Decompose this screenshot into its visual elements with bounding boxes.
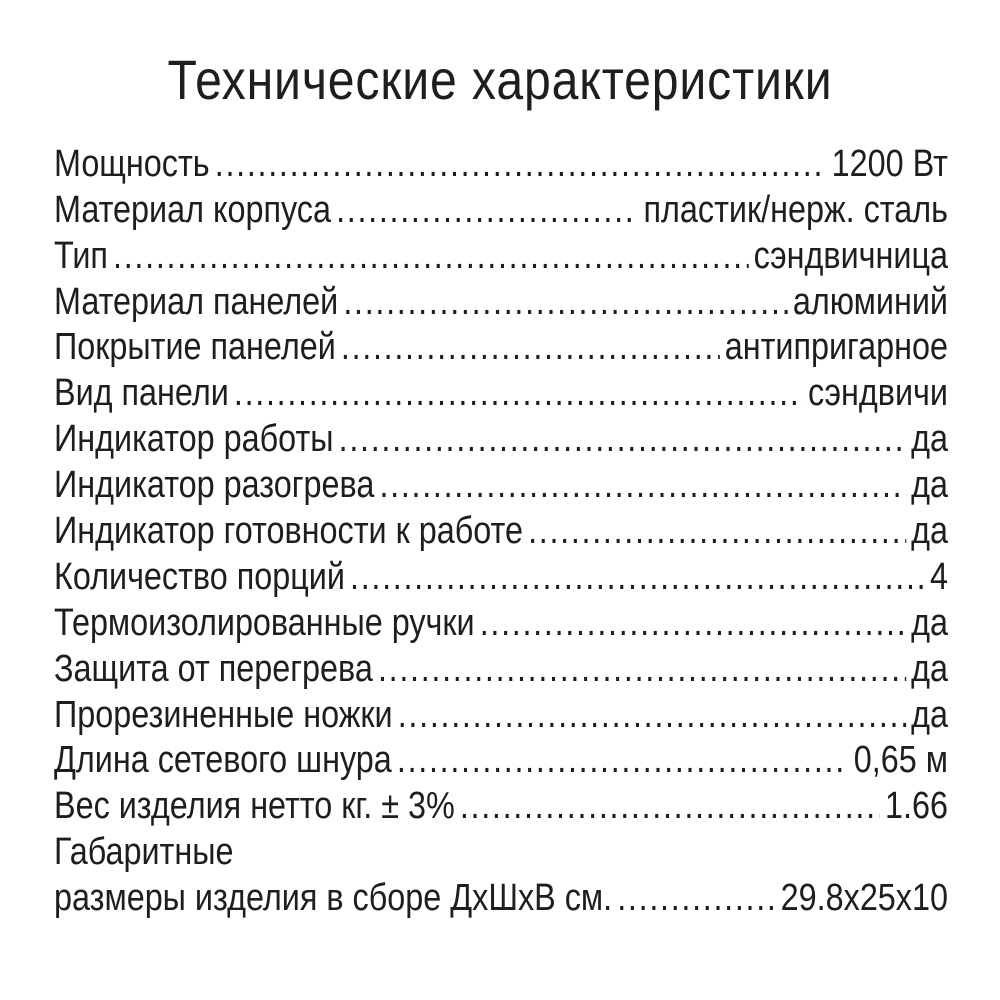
dot-leader	[234, 371, 803, 415]
spec-value: да	[911, 647, 948, 690]
spec-label: Термоизолированные ручки	[54, 601, 475, 644]
spec-row-panel-material	[54, 278, 948, 324]
spec-row-insulated-handles	[54, 599, 948, 645]
spec-row-net-weight	[54, 782, 948, 828]
spec-row-portions	[54, 553, 948, 599]
spec-label: Защита от перегрева	[54, 647, 373, 690]
spec-value: 1200 Вт	[831, 142, 948, 185]
spec-label: размеры изделия в сборе ДхШхВ см.	[54, 877, 613, 920]
spec-row-type	[54, 232, 948, 278]
dot-leader	[379, 463, 906, 507]
spec-value: да	[911, 510, 948, 553]
spec-value: антипригарное	[724, 326, 948, 369]
dot-leader	[378, 647, 906, 691]
spec-value: да	[911, 601, 948, 644]
page-title: Технические характеристики	[167, 48, 833, 111]
spec-row-ready-indicator	[54, 507, 948, 553]
spec-row-panel-coating	[54, 324, 948, 370]
spec-label: Прорезиненные ножки	[54, 693, 393, 736]
spec-row-cord-length	[54, 737, 948, 783]
spec-label: Вес изделия нетто кг. ± 3%	[54, 785, 455, 828]
spec-label: Вид панели	[54, 372, 229, 415]
spec-label: Индикатор работы	[54, 418, 334, 461]
spec-value: да	[911, 693, 948, 736]
spec-label: Индикатор готовности к работе	[54, 510, 523, 553]
dot-leader	[480, 601, 906, 645]
dot-leader	[528, 509, 906, 553]
spec-row-panel-kind	[54, 369, 948, 415]
spec-value: да	[911, 464, 948, 507]
dot-leader	[350, 555, 925, 599]
dot-leader	[617, 876, 775, 920]
spec-value: пластик/нерж. сталь	[643, 188, 948, 231]
dot-leader	[341, 325, 720, 369]
dot-leader	[398, 693, 906, 737]
spec-list	[54, 140, 948, 920]
spec-label: Покрытие панелей	[54, 326, 336, 369]
spec-label: Габаритные	[54, 831, 234, 874]
spec-row-dimensions	[54, 874, 948, 920]
spec-value: да	[911, 418, 948, 461]
spec-label: Индикатор разогрева	[54, 464, 375, 507]
dot-leader	[339, 417, 906, 461]
dot-leader	[460, 784, 880, 828]
spec-label: Материал корпуса	[54, 188, 331, 231]
dot-leader	[343, 280, 787, 324]
spec-row-heating-indicator	[54, 461, 948, 507]
spec-value: 0,65 м	[853, 739, 948, 782]
spec-value: сэндвичи	[807, 372, 948, 415]
dot-leader	[113, 234, 748, 278]
spec-label: Количество порций	[54, 555, 345, 598]
spec-label: Тип	[54, 234, 108, 277]
spec-row-body-material	[54, 186, 948, 232]
spec-label: Длина сетевого шнура	[54, 739, 392, 782]
spec-label: Мощность	[54, 142, 210, 185]
dot-leader	[397, 738, 849, 782]
spec-value: сэндвичница	[753, 234, 948, 277]
spec-value: 29.8х25х10	[780, 877, 948, 920]
spec-row-rubber-feet	[54, 691, 948, 737]
spec-value: 1.66	[884, 785, 948, 828]
spec-value: 4	[929, 555, 948, 598]
spec-row-dimensions-heading	[54, 828, 948, 874]
spec-row-power-indicator	[54, 415, 948, 461]
spec-row-power	[54, 140, 948, 186]
dot-leader	[215, 142, 827, 186]
spec-row-overheat-protection	[54, 645, 948, 691]
dot-leader	[336, 188, 638, 232]
spec-value: алюминий	[792, 280, 948, 323]
spec-label: Материал панелей	[54, 280, 339, 323]
